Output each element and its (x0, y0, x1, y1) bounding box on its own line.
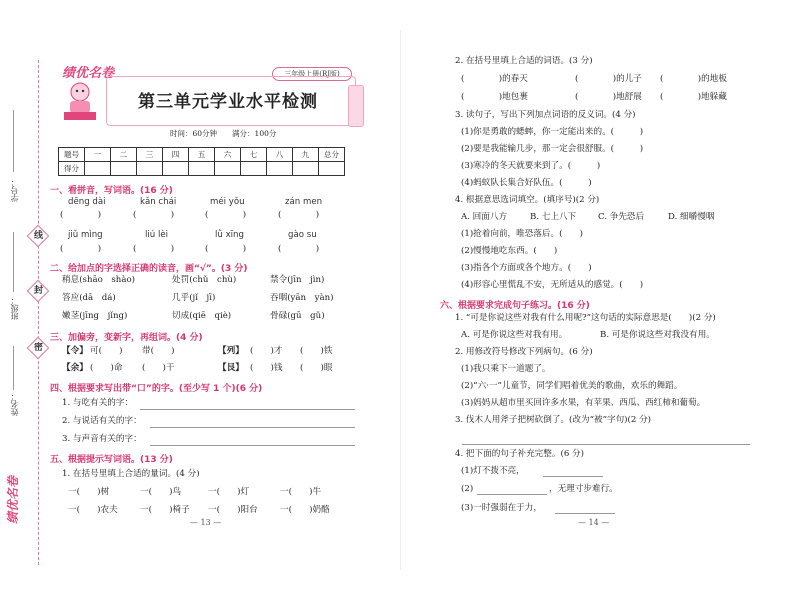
score-table-cell: 二 (111, 148, 137, 162)
side-logo: 绩优名卷 (6, 475, 20, 524)
score-input-cell[interactable] (241, 162, 267, 176)
score-table-cell: 一 (85, 148, 111, 162)
sub-question[interactable]: (4)形容心里慌乱不安，无所适从的感觉。( ) (461, 280, 644, 290)
class-line (13, 232, 14, 292)
grade-badge: 三年级上册(RJ版) (272, 67, 352, 81)
section-3-title: 三、加偏旁，变新字，再组词。(4 分) (50, 333, 203, 343)
page-number: — 14 — (578, 518, 610, 527)
answer-blank[interactable]: ( ) (60, 210, 102, 220)
option: A. 回面八方 (461, 212, 508, 222)
reading-choice[interactable]: 禁令(jīn jìn) (270, 275, 325, 285)
answer-blank[interactable]: ( )的儿子 (575, 74, 642, 84)
answer-blank[interactable]: ( ) (133, 210, 175, 220)
pinyin: kǎn chái (140, 197, 177, 207)
score-input-cell[interactable] (319, 162, 345, 176)
score-input-cell[interactable] (293, 162, 319, 176)
answer-blank[interactable]: ( )的春天 (461, 74, 528, 84)
sub-question[interactable]: (3)妈妈从超市里买回许多水果，有苹果、西瓜、西红柿和葡萄。 (461, 398, 706, 408)
reading-choice[interactable]: 几乎(jǐ jī) (172, 293, 216, 303)
section-2-title: 二、给加点的字选择正确的读音，画“√”。(3 分) (50, 264, 248, 274)
answer-line[interactable] (150, 427, 355, 428)
score-table-cell: 三 (137, 148, 163, 162)
score-input-cell[interactable] (85, 162, 111, 176)
score-table-cell: 八 (267, 148, 293, 162)
score-table-header-row (59, 148, 345, 162)
answer-blank[interactable]: ( ) (205, 244, 247, 254)
answer-blank[interactable]: 可( ) (90, 346, 123, 356)
answer-line[interactable] (555, 513, 615, 514)
student-number-line (13, 110, 14, 172)
answer-blank[interactable]: ( )眼 (300, 363, 333, 373)
question-text: 2. 用修改符号修改下列病句。(6 分) (455, 347, 593, 357)
section-6-title: 六、根据要求完成句子练习。(16 分) (440, 301, 590, 311)
measure-word-blank[interactable]: 一( )椅子 (140, 505, 190, 515)
answer-blank[interactable]: ( ) (60, 244, 102, 254)
answer-blank[interactable]: ( ) (133, 244, 175, 254)
sub-question: (3)一时强弱在于力， (461, 503, 542, 513)
radical-label: 【余】 (62, 363, 88, 373)
sub-question[interactable]: (4)蚂蚁队长集合好队伍。( ) (461, 178, 592, 188)
measure-word-blank[interactable]: 一( )奶酪 (280, 505, 330, 515)
exam-meta: 时间：60分钟 满分：100分 (170, 129, 277, 138)
answer-blank[interactable]: ( ) (278, 244, 320, 254)
option: B. 七上八下 (530, 212, 577, 222)
answer-blank[interactable]: 带( ) (142, 346, 175, 356)
side-sticker (348, 85, 364, 127)
student-number-label: 学号： (10, 178, 19, 202)
score-table-cell: 五 (189, 148, 215, 162)
binding-dashed-line (38, 60, 39, 565)
answer-line[interactable] (462, 444, 750, 445)
page-number: — 13 — (190, 518, 222, 527)
sub-question[interactable]: (2)要是我能输几步，那一定会很舒服。( ) (461, 144, 644, 154)
pinyin: liú lèi (145, 230, 169, 240)
score-table-cell: 九 (293, 148, 319, 162)
reading-choice[interactable]: 嫩茎(jīng jǐng) (62, 311, 128, 321)
section-1-title: 一、看拼音，写词语。(16 分) (50, 186, 173, 196)
answer-blank[interactable]: ( )干 (142, 363, 175, 373)
answer-blank[interactable]: ( )命 (90, 363, 123, 373)
score-table-score-row (59, 162, 345, 176)
answer-line[interactable] (477, 494, 547, 495)
sub-question[interactable]: (1)你是勇敢的蟋蟀，你一定能出来的。( ) (461, 127, 644, 137)
reading-choice[interactable]: 切成(qiē qiè) (172, 311, 232, 321)
option[interactable]: A. 可是你说这些对我有用。 (461, 330, 568, 340)
page-title: 第三单元学业水平检测 (138, 92, 318, 112)
option[interactable]: B. 可是你说这些对我没有用。 (600, 330, 715, 340)
answer-blank[interactable]: ( )铁 (300, 346, 333, 356)
pinyin: lǜ xīng (215, 230, 244, 240)
section-5-title: 五、根据提示写词语。(13 分) (50, 455, 173, 465)
answer-blank[interactable]: ( ) (205, 210, 247, 220)
answer-line[interactable] (140, 409, 355, 410)
answer-blank[interactable]: ( )的地板 (660, 74, 727, 84)
sub-question: (1)灯不拨不亮， (461, 466, 525, 476)
score-input-cell[interactable] (215, 162, 241, 176)
name-line (13, 346, 14, 390)
brand-logo: 绩优名卷 (62, 66, 115, 81)
score-table-cell: 得分 (59, 162, 85, 176)
score-table-cell: 六 (215, 148, 241, 162)
option: C. 争先恐后 (598, 212, 645, 222)
sub-question[interactable]: (2)慢慢地吃东西。( ) (461, 246, 558, 256)
question-text: 1. 与吃有关的字： (62, 398, 134, 408)
sub-question[interactable]: (1)我只乘下一道题了。 (461, 364, 551, 374)
answer-line[interactable] (150, 445, 355, 446)
sub-question-end: ，无理寸步难行。 (549, 484, 618, 494)
score-input-cell[interactable] (267, 162, 293, 176)
radical-label: 【令】 (62, 346, 88, 356)
answer-blank[interactable]: ( ) (278, 210, 320, 220)
radical-label: 【艮】 (218, 363, 244, 373)
pinyin: méi yǒu (210, 197, 245, 207)
reading-choice[interactable]: 处罚(chǔ chù) (172, 275, 237, 285)
sub-question[interactable]: (2)“六·一”儿童节，同学们唱着优美的歌曲，欢乐的舞蹈。 (461, 381, 683, 391)
question-text: 3. 与声音有关的字： (62, 434, 142, 444)
question-text: 1. 在括号里填上合适的量词。(4 分) (62, 469, 200, 479)
question-text: 3. 伐木人用斧子把树砍倒了。(改为“被”字句)(2 分) (455, 415, 652, 425)
mascot-figure (60, 80, 100, 122)
pinyin: gào su (288, 230, 317, 240)
binding-char-feng: 封 (33, 286, 43, 296)
question-text: 3. 读句子，写出下列加点词语的反义词。(4 分) (455, 110, 636, 120)
question-text: 4. 根据意思选词填空。(填序号)(2 分) (455, 195, 600, 205)
measure-word-blank[interactable]: 一( )阳台 (208, 505, 258, 515)
reading-choice[interactable]: 答应(dā dá) (62, 293, 116, 303)
answer-blank[interactable]: ( )地包裹 (461, 92, 528, 102)
answer-line[interactable] (543, 476, 603, 477)
reading-choice[interactable]: 吞咽(yān yàn) (270, 293, 334, 303)
question-text: 2. 与说话有关的字： (62, 416, 142, 426)
sub-question: (2) (461, 484, 474, 494)
measure-word-blank[interactable]: 一( )灯 (208, 487, 250, 497)
section-4-title: 四、根据要求写出带“口”的字。(至少写 1 个)(6 分) (50, 384, 263, 394)
score-table-cell: 四 (163, 148, 189, 162)
score-input-cell[interactable] (137, 162, 163, 176)
score-input-cell[interactable] (111, 162, 137, 176)
measure-word-blank[interactable]: 一( )树 (68, 487, 110, 497)
pinyin: jiǔ mìng (68, 230, 103, 240)
question-text: 4. 把下面的句子补充完整。(6 分) (455, 449, 584, 459)
score-table-cell: 题号 (59, 148, 85, 162)
measure-word-blank[interactable]: 一( )农夫 (68, 505, 118, 515)
score-input-cell[interactable] (189, 162, 215, 176)
reading-choice[interactable]: 骨碌(gū gǔ) (270, 311, 325, 321)
score-table-cell: 总分 (319, 148, 345, 162)
binding-char-xian: 线 (33, 231, 43, 241)
question-text: 1. “可是你说这些对我有什么用呢?”这句话的实际意思是( )(2 分) (455, 313, 716, 323)
measure-word-blank[interactable]: 一( )鸟 (140, 487, 182, 497)
sub-question[interactable]: (1)抢着向前，唯恐落后。( ) (461, 229, 584, 239)
question-text: 2. 在括号里填上合适的词语。(3 分) (455, 56, 593, 66)
radical-label: 【列】 (218, 346, 244, 356)
score-input-cell[interactable] (163, 162, 189, 176)
answer-blank[interactable]: ( )地舒展 (575, 92, 642, 102)
page-divider (400, 30, 401, 570)
sub-question[interactable]: (3)寒冷的冬天就要来到了。( ) (461, 161, 601, 171)
option: D. 细嚼慢咽 (668, 212, 715, 222)
binding-char-mi: 密 (33, 343, 43, 353)
name-label: 姓名： (10, 392, 19, 416)
answer-blank[interactable]: ( )才 (250, 346, 283, 356)
score-table (58, 147, 345, 176)
pinyin: zán men (285, 197, 323, 207)
score-table-cell: 七 (241, 148, 267, 162)
answer-blank[interactable]: ( )地躲藏 (660, 92, 727, 102)
reading-choice[interactable]: 稍息(shāo shào) (62, 275, 135, 285)
answer-blank[interactable]: ( )钱 (250, 363, 283, 373)
class-label: 班级： (10, 296, 19, 320)
sub-question[interactable]: (3)指各个方面或各个地方。( ) (461, 263, 592, 273)
pinyin: dēng dài (68, 197, 106, 207)
measure-word-blank[interactable]: 一( )牛 (280, 487, 322, 497)
